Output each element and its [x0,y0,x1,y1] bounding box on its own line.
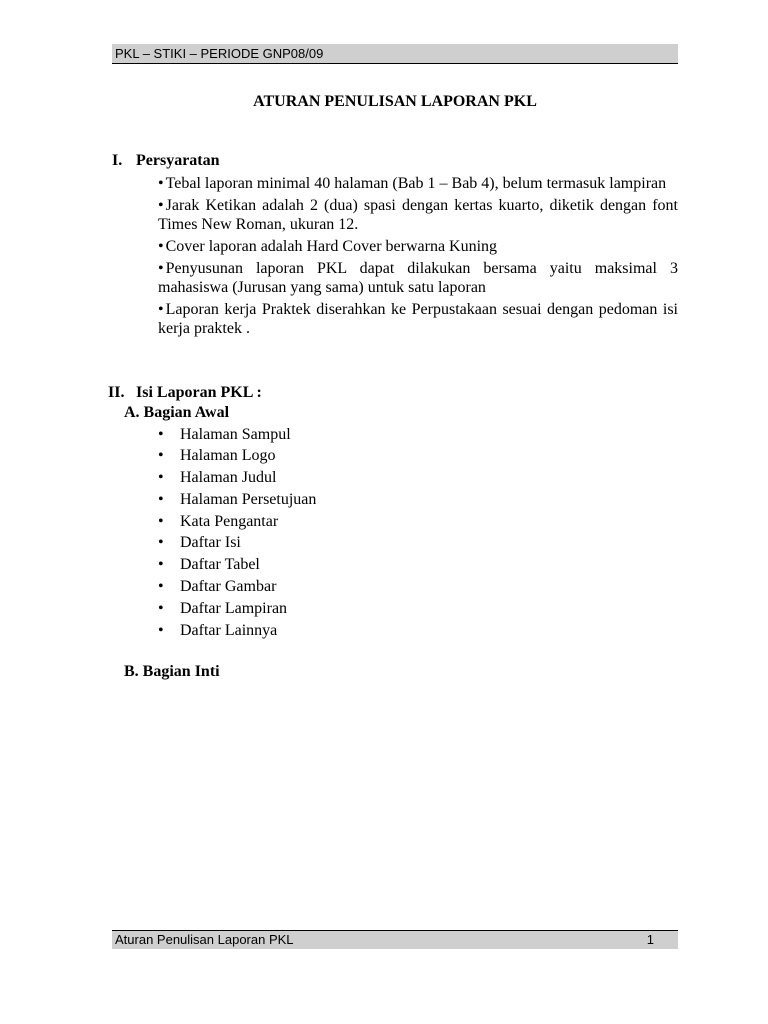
bullet-icon: • [158,556,164,573]
requirement-paragraph [158,259,678,297]
bullet-icon: • [158,260,164,277]
list-item [158,555,260,575]
page-number: 1 [646,932,654,947]
requirement-paragraph [158,174,678,193]
list-item-text: Halaman Logo [180,447,276,464]
subsection-a-heading: A. Bagian Awal [124,404,230,421]
bullet-icon: • [158,513,164,530]
bullet-icon: • [158,447,164,464]
bullet-icon: • [158,534,164,551]
list-item-text: Halaman Persetujuan [180,491,317,508]
footer-text: Aturan Penulisan Laporan PKL [115,932,294,947]
list-item-text: Daftar Isi [180,534,241,551]
list-item [158,490,316,510]
bullet-icon: • [158,301,164,318]
requirement-text: Jarak Ketikan adalah 2 (dua) spasi dengan kertas kuarto, diketik dengan font Times New Roman, ukuran 12. [158,197,678,233]
section-1-number: I. [112,152,123,169]
bullet-icon: • [158,578,164,595]
section-2-number: II. [108,384,125,401]
requirement-paragraph [158,237,678,256]
bullet-icon: • [158,197,164,214]
list-item-text: Halaman Sampul [180,426,291,443]
requirement-text: Laporan kerja Praktek diserahkan ke Perpustakaan sesuai dengan pedoman isi kerja praktek . [158,301,678,337]
section-2-title: Isi Laporan PKL : [136,384,262,401]
section-2-heading [108,383,262,403]
list-item [158,577,276,597]
requirement-text: Tebal laporan minimal 40 halaman (Bab 1 – Bab 4), belum termasuk lampiran [165,175,667,192]
requirement-paragraph [158,300,678,338]
requirement-text: Cover laporan adalah Hard Cover berwarna Kuning [165,238,498,255]
list-item [158,599,287,619]
page-footer [112,930,678,949]
list-item-text: Daftar Tabel [180,556,260,573]
bullet-icon: • [158,469,164,486]
bullet-icon: • [158,238,164,255]
list-item-text: Daftar Lampiran [180,600,288,617]
bullet-icon: • [158,491,164,508]
requirement-paragraph [158,196,678,234]
bullet-icon: • [158,622,164,639]
bullet-icon: • [158,600,164,617]
section-1-heading [112,151,220,171]
list-item-text: Daftar Lainnya [180,622,278,639]
bullet-icon: • [158,426,164,443]
list-item [158,446,276,466]
page-header [112,44,678,64]
section-1-title: Persyaratan [136,152,220,169]
list-item-text: Daftar Gambar [180,578,277,595]
requirement-text: Penyusunan laporan PKL dapat dilakukan bersama yaitu maksimal 3 mahasiswa (Jurusan yang sama) untuk satu laporan [158,260,678,296]
list-item [158,425,291,445]
list-item-text: Kata Pengantar [180,513,279,530]
list-item [158,468,276,488]
list-item [158,512,278,532]
subsection-b-heading: B. Bagian Inti [124,663,220,680]
header-text: PKL – STIKI – PERIODE GNP08/09 [115,46,324,61]
section-1-paragraphs [158,174,678,341]
document-title: ATURAN PENULISAN LAPORAN PKL [253,93,537,110]
list-item [158,621,277,641]
list-item-text: Halaman Judul [180,469,277,486]
bullet-icon: • [158,175,164,192]
list-item [158,533,241,553]
